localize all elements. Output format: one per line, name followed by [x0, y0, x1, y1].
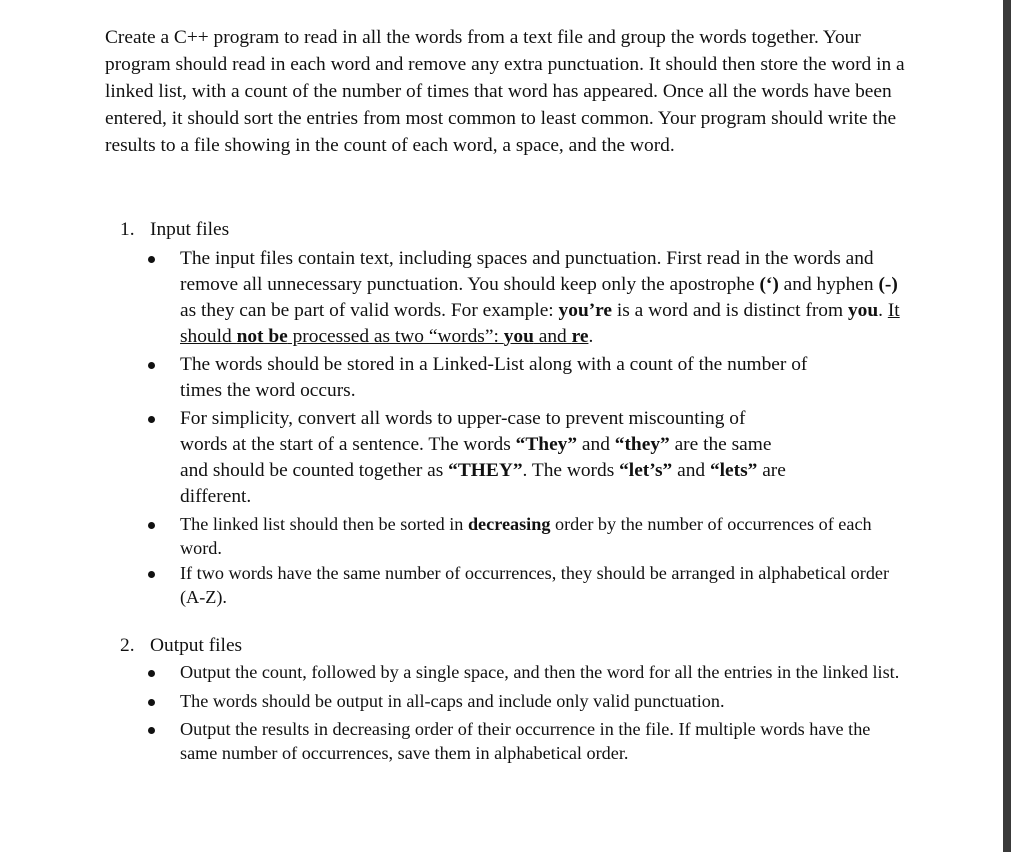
intro-paragraph: Create a C++ program to read in all the words from a text file and group the words together. Your program should read in each word and remove any extra punctuation. It should then store the word in a linked list, with a count of the number of times that word has appeared. Once all the words have been entered, it should sort the entries from most common to least common. Your program should write the results to a file showing in the count of each word, a space, and the word. [105, 27, 905, 156]
list-item: The input files contain text, including spaces and punctuation. First read in the words and remove all unnecessary punctuation. You should keep only the apostrophe (‘) and hyphen (-) as they can be part of valid words. For example: you’re is a word and is distinct from you. It should not be processed as two “words”: you and re. [105, 246, 905, 350]
bullet-icon [148, 670, 155, 677]
section-heading [105, 217, 905, 243]
bullet-list [105, 661, 905, 765]
bullet-icon [148, 727, 155, 734]
section-input-files [105, 217, 905, 609]
list-item: The words should be stored in a Linked-List along with a count of the number of times the word occurs. [105, 352, 905, 404]
list-item: If two words have the same number of occurrences, they should be arranged in alphabetical order (A-Z). [105, 562, 905, 609]
bullet-icon [148, 256, 155, 263]
section-number: 1. [120, 219, 135, 240]
section-title: Output files [150, 635, 243, 656]
list-item: For simplicity, convert all words to upper-case to prevent miscounting of words at the start of a sentence. The words “They” and “they” are the same and should be counted together as “THEY”. The words “let’s” and “lets” are different. [105, 406, 905, 510]
bullet-icon [148, 362, 155, 369]
list-item: Output the results in decreasing order of their occurrence in the file. If multiple words have the same number of occurrences, save them in alphabetical order. [105, 718, 905, 765]
bullet-icon [148, 699, 155, 706]
list-item: The words should be output in all-caps and include only valid punctuation. [105, 690, 905, 714]
section-number: 2. [120, 635, 135, 656]
list-item: Output the count, followed by a single space, and then the word for all the entries in the linked list. [105, 661, 905, 685]
document-page [105, 24, 905, 763]
list-item: The linked list should then be sorted in decreasing order by the number of occurrences of each word. [105, 513, 905, 560]
section-output-files [105, 633, 905, 765]
bullet-list [105, 246, 905, 609]
section-title: Input files [150, 219, 230, 240]
section-heading [105, 633, 905, 659]
scrollbar[interactable] [1003, 0, 1011, 852]
bullet-icon [148, 416, 155, 423]
bullet-icon [148, 571, 155, 578]
bullet-icon [148, 522, 155, 529]
